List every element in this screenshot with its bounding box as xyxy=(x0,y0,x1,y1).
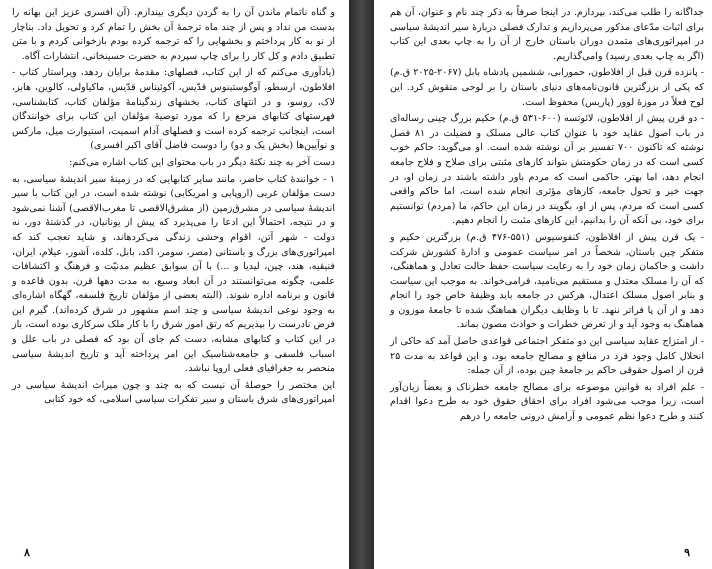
right-page-number: ۹ xyxy=(684,546,690,559)
left-paragraph-5: این مختصر را حوصلهٔ آن نیست که به چند و چون میراث اندیشهٔ سیاسی در امپراتوری‌های شرق باستان و سیر تفکرات سیاسی اسلامی، که خود کتابی xyxy=(12,379,335,406)
right-paragraph-2: - پانزده قرن قبل از افلاطون، حمورابی، ششمین پادشاه بابل (۲۰۶۷-۲۰۲۵ ق.م) که یکی از بزرگترین قانون‌نامه‌های دنیای باستان را بر لوحی منقوش کرد. این لوح فعلاً در موزهٔ لوور (پاریس) محفوظ است. xyxy=(390,67,704,108)
right-page xyxy=(374,0,712,569)
right-paragraph-3: - دو قرن پیش از افلاطون، لائوتسه (۶۰۰-۵۳۱ ق.م) حکیم بزرگ چینی رساله‌ای در باب اصول عقاید خود با عنوان کتاب عالی مسلک و فضیلت در ۸۱ فصل نوشته که تاکنون ۷۰۰ تفسیر بر آن نوشته شده است. او می‌گوید: حاکم خوب کسی است که در زمان حکومتش بتواند کارهای مثبتی برای صلاح و فلاح جامعه انجام دهد، اما بهتر، حاکمی است که مردم باور داشته باشند در زمان او، در جهت خیر و تحول جامعه، کارهای مؤثری انجام شده است، اما حاکم واقعی کسی است که مردم، پس از او، بگویند در زمان این حاکم، ما (مردم) توانستیم برای خود، بی آنکه آن را بدانیم، این کارهای مثبت را انجام دهیم. xyxy=(390,113,705,227)
left-paragraph-2: (یادآوری می‌کنم که از این کتاب، فصلهای: مقدمهٔ برایان ردهد، ویراستار کتاب - افلاطون، ارسطو، آوگوستینوس قدّیس، آکوئیناس قدّیس، ماکیاولی، کالوین، هابز، لاک، روسو، و در انتهای کتاب، بخشهای زندگینامهٔ مؤلفان کتاب، کتابشناسی، فهرستهای کتابهای مرجع را که مورد توصیهٔ مؤلفان این کتاب برای خوانندگان است، اینجانب ترجمه کرده است و فصلهای آدام اسمیت، استیوارت میل، مارکس و نوآیین‌ها (بخش یک و دو) را دوست فاضل آقای اکبر افسری) xyxy=(12,67,335,152)
left-paragraph-1: و گناه ناتمام ماندن آن را به گردن دیگری بیندازم. (آن افسری عزیز این بهانه را بدست من نداد و پس از چند ماه ترجمهٔ آن بخش را تمام کرد و تحویل داد. بناچار از نو به کار پرداختم و بخشهایی را که ترجمه کرده بودم بازخوانی کردم و با متن تطبیق دادم و کل کار را برای چاپ سپردم به حضرت حسینخانی، انتشارات آگاه. xyxy=(12,7,335,62)
left-paragraph-4: ۱ - خوانندهٔ کتاب حاضر، مانند سایر کتابهایی که در زمینهٔ سیر اندیشهٔ سیاسی، به دست مؤلفان غربی (اروپایی و امریکایی) نوشته شده است، در این کتاب با سیر اندیشهٔ سیاسی در مشرق‌زمین (از مشرق‌الاقصی تا مغرب‌الاقصی) آشنا نمی‌شود و در نتیجه، احتمالاً این ادعا را می‌پذیرد که پیش از یونانیان، در گذشتهٔ دور، نه دولت - شهر آتن، اقوام وحشی زندگی می‌کردهاند، و شاید تعجب کند که امپراتوری‌های بزرگ و باستانی (مصر، سومر، اکد، بابل، کلده، آشور، عیلام، ایران، فنیقیه، هند، چین، لیدیا و ...) با آن سوابق عظیم مدنیّت و فرهنگ و اکتشافات علمی، چگونه می‌توانستند در آن ابعاد وسیع، به مدت دهها قرن، بدون قاعده و قانون و برنامه اداره شوند. (البته بعضی از مؤلفان تاریخ فلسفه، گهگاه اشاره‌ای به وجود نوعی اندیشهٔ سیاسی و چند اسم مشهور در شرق کرده‌اند). گیرم این فرض نادرست را بپذیریم که رتق امور شرق را با کار ملک سرکاری بوده است، باز در این کتاب و کتابهای مشابه، دست کم جای آن بود که فصلی در باب علل و اسباب فلسفی و جامعه‌شناسیک این امر پرداخته آید و تاریخ اندیشهٔ سیاسی منحصر به جغرافیای فعلی اروپا نباشد. xyxy=(12,173,335,375)
right-paragraph-6: - علم افراد به قوانین موضوعه برای مصالح جامعه خطرناک و بعضاً زیان‌آور است، زیرا موجب می‌شود افراد برای احقاق حقوق خود به طرح دعوا اقدام کنند و طرح دعوا نظم عمومی و آرامش درونی جامعه را درهم xyxy=(390,381,704,423)
left-page-number: ۸ xyxy=(24,546,30,559)
right-paragraph-5: - از امتزاج عقاید سیاسی این دو متفکر اجتماعی قواعدی حاصل آمد که حاکی از انحلال کامل وجود فرد در منافع و مصالح جامعه بود، و این قواعد به مدت ۲۵ قرن از اصول حقوقی حاکم بر جامعهٔ چین بوده، از آن جمله: xyxy=(390,336,704,377)
left-page xyxy=(0,0,349,569)
book-gutter xyxy=(349,0,374,569)
left-paragraph-3: دست آخر به چند نکتهٔ دیگر در باب محتوای این کتاب اشاره می‌کنم: xyxy=(69,156,335,168)
right-paragraph-1: جداگانه را طلب می‌کند، بپردازم. در اینجا صرفاً به ذکر چند نام و عنوان، آن هم برای اثبات مدّعای مذکور می‌پردازیم و تدارک فصلی دربارهٔ سیر اندیشهٔ سیاسی در امپراتوری‌های متمدن دوران باستان خارج از آن را به چاپ بعدی این کتاب (اگر به چاپ بعدی رسید) وامی‌گذاریم. xyxy=(390,7,704,62)
right-paragraph-4: - یک قرن پیش از افلاطون، کنفوسیوس (۵۵۱-۴۷۶ ق.م) بزرگترین حکیم و متفکر چین باستان، شخصاً در امر سیاست عمومی و ادارهٔ کشورش شرکت داشت و حاکمان زمان خود را به رعایت سیاست حفظ حالت تعادل و هماهنگی، که آن را مسلک معتدل و مستقیم می‌نامید، فرامی‌خواند. به موجب این سیاست و بنابر اصول مسلک اعتدال، هرکس در جامعه باید وظیفهٔ خاص خود را انجام دهد و از آن پا فراتر ننهد. تا با وظایف دیگران هماهنگ شده تا جامعهٔ موزون و هماهنگ به وجود آید و از تعرض خطرات و حوادث مصون بماند. xyxy=(390,231,704,331)
